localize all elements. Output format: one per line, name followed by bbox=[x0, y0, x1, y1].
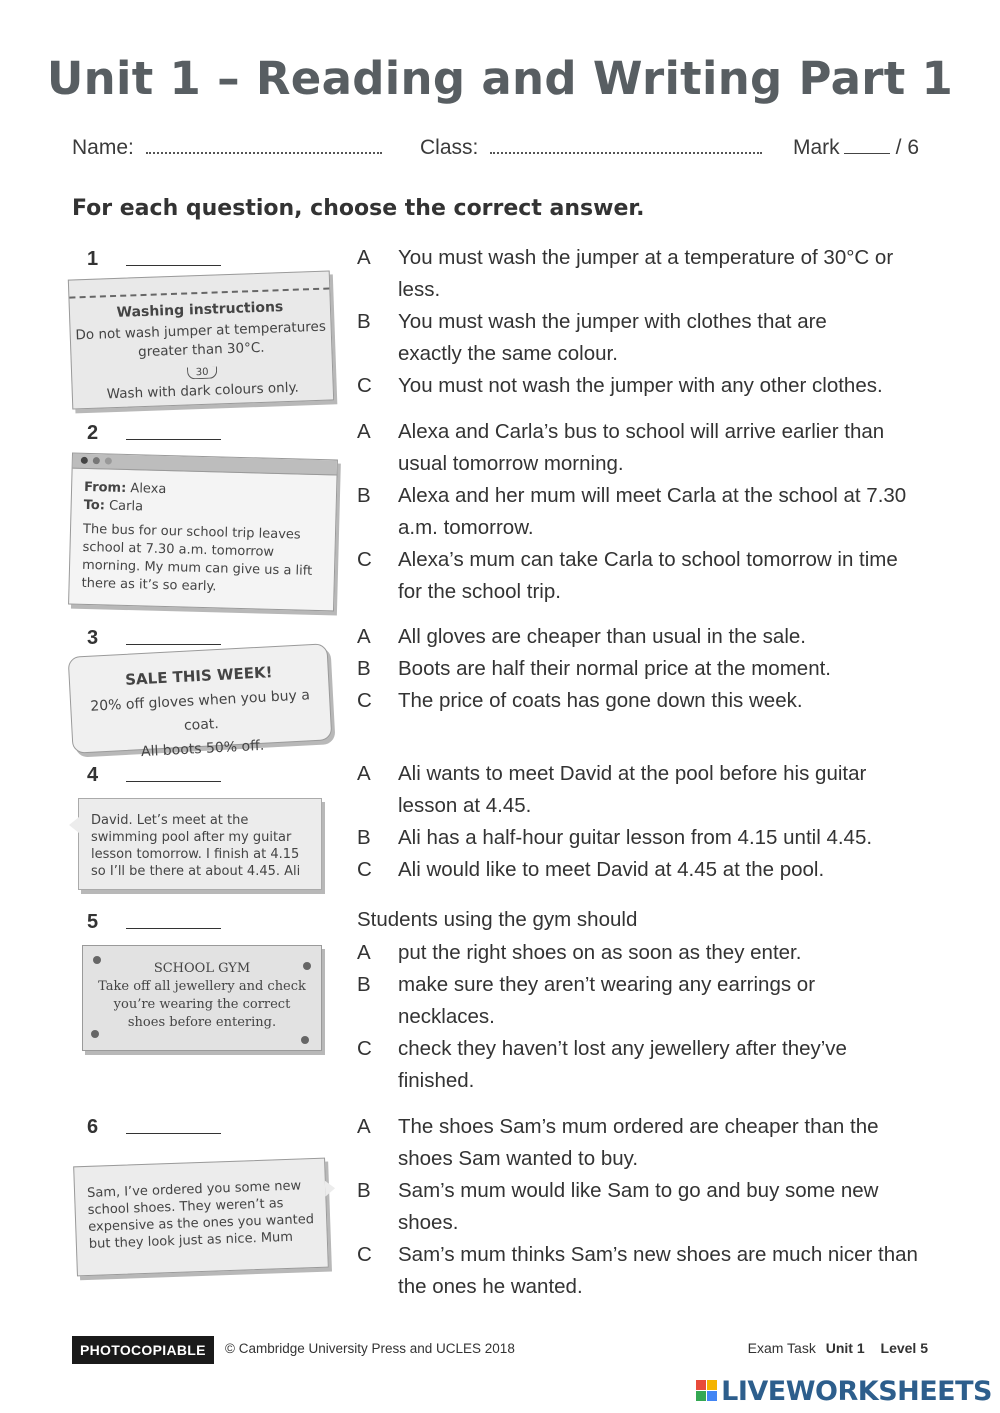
question-number: 1 bbox=[87, 248, 99, 270]
unit-label: Unit 1 bbox=[825, 1340, 865, 1356]
card-footer: Wash with dark colours only. bbox=[106, 379, 300, 403]
class-label: Class: bbox=[420, 136, 479, 159]
screw-icon bbox=[91, 1030, 99, 1038]
wash-tub-icon: 30 bbox=[187, 366, 218, 379]
question-number: 2 bbox=[87, 422, 99, 444]
instruction: For each question, choose the correct answer. bbox=[72, 196, 645, 221]
option-text: All gloves are cheaper than usual in the sale. bbox=[398, 625, 806, 648]
copyright: © Cambridge University Press and UCLES 2018 bbox=[225, 1341, 515, 1356]
option-text: Sam’s mum thinks Sam’s new shoes are much nicer than the ones he wanted. bbox=[398, 1243, 918, 1298]
name-field[interactable] bbox=[72, 136, 382, 160]
mark-total: / 6 bbox=[895, 136, 920, 159]
sale-sign-card bbox=[68, 643, 333, 761]
screw-icon bbox=[301, 1036, 309, 1044]
page-title: Unit 1 – Reading and Writing Part 1 bbox=[46, 52, 954, 105]
screw-icon bbox=[93, 956, 101, 964]
answer-blank[interactable] bbox=[126, 781, 221, 782]
question-stem: Students using the gym should bbox=[357, 908, 638, 931]
option-text: Alexa and Carla’s bus to school will arrive earlier than usual tomorrow morning. bbox=[398, 420, 885, 475]
photocopiable-badge: PHOTOCOPIABLE bbox=[72, 1336, 214, 1364]
question-number: 5 bbox=[87, 911, 99, 933]
question-number: 3 bbox=[87, 627, 99, 649]
option-text: Ali wants to meet David at the pool before his guitar lesson at 4.45. bbox=[398, 762, 867, 817]
card-line: Do not wash jumper at temperatures bbox=[75, 318, 327, 344]
mark-blank bbox=[844, 137, 890, 154]
card-heading: SALE THIS WEEK! bbox=[124, 663, 273, 689]
class-field[interactable] bbox=[420, 136, 762, 160]
option-text: Sam’s mum would like Sam to go and buy some new shoes. bbox=[398, 1179, 879, 1234]
washing-label-card bbox=[68, 270, 334, 409]
message-body: Sam, I’ve ordered you some new school shoes. They weren’t as expensive as the ones you wanted but they look just as nice. Mum bbox=[86, 1178, 315, 1252]
option-text: You must not wash the jumper with any other clothes. bbox=[398, 374, 883, 397]
gym-sign-card bbox=[82, 945, 322, 1051]
option-text: Ali would like to meet David at 4.45 at the pool. bbox=[398, 858, 825, 881]
answer-blank[interactable] bbox=[126, 439, 221, 440]
name-label: Name: bbox=[72, 136, 134, 159]
from-value: Alexa bbox=[130, 481, 167, 498]
exam-task-label: Exam Task bbox=[747, 1340, 816, 1356]
option-text: Alexa and her mum will meet Carla at the school at 7.30 a.m. tomorrow. bbox=[398, 484, 907, 539]
message-body: David. Let’s meet at the swimming pool after my guitar lesson tomorrow. I finish at 4.15 so I’ll be there at about 4.45. Ali bbox=[91, 813, 301, 879]
option-text: Alexa’s mum can take Carla to school tomorrow in time for the school trip. bbox=[398, 548, 898, 603]
question-number: 6 bbox=[87, 1116, 99, 1138]
watermark-text: LIVEWORKSHEETS bbox=[721, 1376, 992, 1407]
card-heading: Washing instructions bbox=[116, 299, 284, 321]
cut-line bbox=[69, 287, 329, 298]
level-label: Level 5 bbox=[880, 1340, 928, 1356]
question-number: 4 bbox=[87, 764, 99, 786]
option-text: The shoes Sam’s mum ordered are cheaper than the shoes Sam wanted to buy. bbox=[398, 1115, 879, 1170]
liveworksheets-logo-icon bbox=[696, 1380, 718, 1402]
email-body: The bus for our school trip leaves school at 7.30 a.m. tomorrow morning. My mum can give us a lift there as it’s so early. bbox=[81, 521, 313, 595]
card-body: Take off all jewellery and check you’re wearing the correct shoes before entering. bbox=[98, 979, 306, 1030]
answer-blank[interactable] bbox=[126, 928, 221, 929]
to-value: Carla bbox=[108, 498, 144, 515]
class-dotted-line bbox=[490, 136, 762, 154]
option-text: Ali has a half-hour guitar lesson from 4.15 until 4.45. bbox=[398, 826, 873, 849]
option-text: make sure they aren’t wearing any earrings or necklaces. bbox=[398, 973, 816, 1028]
option-text: The price of coats has gone down this week. bbox=[398, 689, 803, 712]
option-text: check they haven’t lost any jewellery after they’ve finished. bbox=[398, 1037, 847, 1092]
option-text: You must wash the jumper at a temperature of 30°C or less. bbox=[398, 246, 894, 301]
email-card bbox=[68, 453, 338, 612]
screw-icon bbox=[303, 962, 311, 970]
liveworksheets-logo bbox=[696, 1376, 992, 1407]
option-text: You must wash the jumper with clothes that are exactly the same colour. bbox=[398, 310, 827, 365]
from-label: From: bbox=[83, 479, 127, 496]
answer-blank[interactable] bbox=[126, 1133, 221, 1134]
option-text: put the right shoes on as soon as they enter. bbox=[398, 941, 802, 964]
option-text: Boots are half their normal price at the moment. bbox=[398, 657, 831, 680]
mark-field bbox=[793, 136, 919, 160]
note-bubble-card bbox=[73, 1158, 329, 1277]
exam-info bbox=[748, 1340, 928, 1356]
mark-label: Mark bbox=[793, 136, 840, 159]
to-label: To: bbox=[83, 497, 106, 514]
card-line: 20% off gloves when you buy a coat. bbox=[89, 687, 311, 734]
message-bubble-card bbox=[78, 798, 322, 890]
card-line: greater than 30°C. bbox=[137, 339, 265, 361]
card-heading: SCHOOL GYM bbox=[153, 961, 251, 976]
answer-blank[interactable] bbox=[126, 265, 221, 266]
card-line: All boots 50% off. bbox=[140, 737, 265, 761]
name-dotted-line bbox=[146, 136, 382, 154]
answer-blank[interactable] bbox=[126, 644, 221, 645]
